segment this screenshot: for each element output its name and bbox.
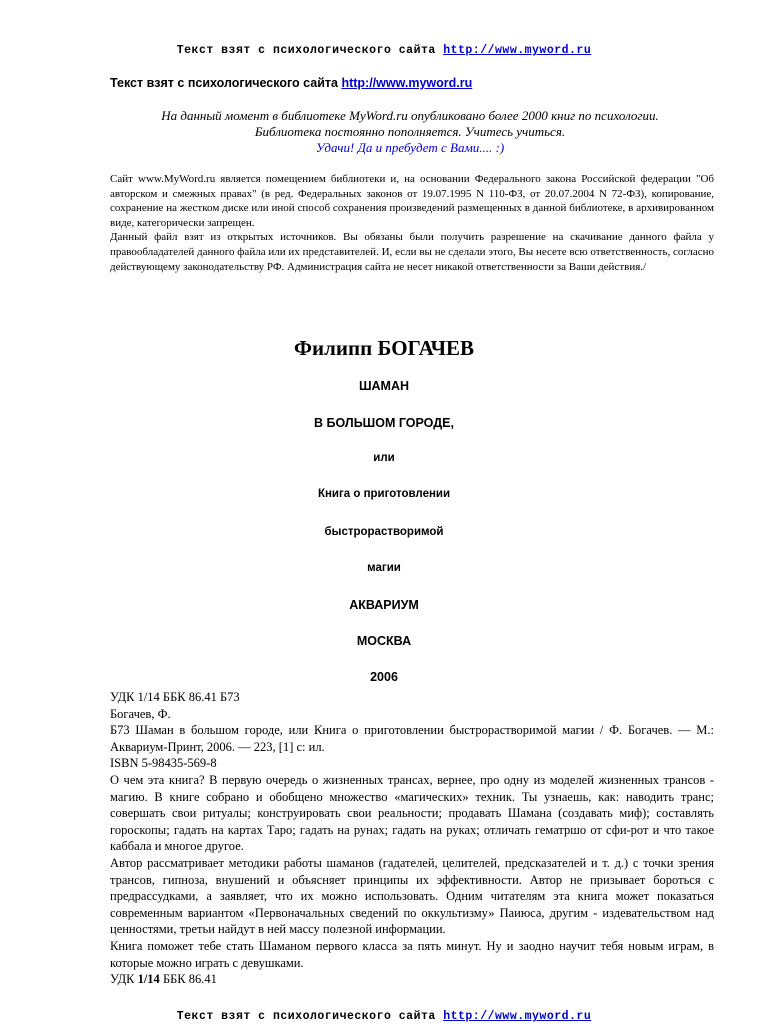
udk-code: 1/14 — [137, 972, 160, 987]
library-promo — [110, 108, 710, 156]
city: МОСКВА — [356, 634, 412, 648]
body-paragraph-2: Автор рассматривает методики работы шаманов (гадателей, целителей, предсказателей и т. д.) с точки зрения трансов, гипноза, внушений и объясняет принципы их эффективности. Автор не призывает бороться с предрассудками, а заявляет, что их можно использовать. Одним читателям эта книга может показаться современным вариантом «Первоначальных сведений по оккультизму» Паиюса, другим - издевательством над ценностями, третьи найдут в ней массу полезной информации. — [110, 855, 714, 937]
title-line-4: Книга о приготовлении — [317, 488, 451, 500]
bibliographic-text — [110, 689, 714, 988]
publisher: АКВАРИУМ — [349, 598, 419, 612]
year: 2006 — [370, 670, 398, 684]
body-paragraph-3: Книга поможет тебе стать Шаманом первого класса за пять минут. Ну и заодно научит тебя новым играм, в которые можно играть с девушками. — [110, 938, 714, 970]
udk-line-repeat — [110, 971, 714, 988]
footer-link[interactable]: http://www.myword.ru — [443, 1010, 592, 1023]
promo-line-3: Удачи! Да и пребудет с Вами.... :) — [315, 140, 505, 155]
citation: Б73 Шаман в большом городе, или Книга о приготовлении быстрорастворимой магии / Ф. Богачев. — М.: Аквариум-Принт, 2006. — 223, [1] с: ил. — [110, 723, 714, 754]
site-source-line — [110, 76, 472, 90]
page-header — [0, 44, 768, 57]
legal-notice — [110, 172, 714, 274]
legal-paragraph-2: Данный файл взят из открытых источников. Вы обязаны были получить разрешение на скачивание данного файла у правообладателей данного файла или их представителей. И, если вы не сделали этого, Вы несете всю ответственность, согласно действующему законодательству РФ. Администрация сайта не несет никакой ответственности за Ваши действия./ — [110, 231, 714, 273]
promo-line-1: На данный момент в библиотеке MyWord.ru опубликовано более 2000 книг по психологии. — [161, 108, 659, 123]
promo-line-2: Библиотека постоянно пополняется. Учитесь учиться. — [254, 124, 566, 139]
book-author: Филипп БОГАЧЕВ — [293, 336, 475, 360]
body-paragraph-1: О чем эта книга? В первую очередь о жизненных трансах, вернее, про одну из моделей жизненных трансов - магию. В книге собрано и обобщено множество «магических» техник. Ты узнаешь, как: наводить транс; совершать свои ритуалы; конструировать свои реальности; продавать Шамана (создавать миф); составлять гороскопы; гадать на картах Таро; гадать на рунах; гадать на руках; отличать гематршо от сфи-рот и что такое каббала и многое другое. — [110, 772, 714, 854]
udk-line: УДК 1/14 ББК 86.41 Б73 — [110, 690, 240, 704]
site-source-text: Текст взят с психологического сайта — [110, 76, 338, 90]
legal-paragraph-1: Сайт www.MyWord.ru является помещением библиотеки и, на основании Федерального закона Российской федерации "Об авторском и смежных правах" (в ред. Федеральных законов от 19.07.1995 N 110-ФЗ, от 20.07.2004 N 72-ФЗ), копирование, сохранение на жестком диске или иной способ сохранения произведений размещенных в данной библиотеке, в архивированном виде, категорически запрещен. — [110, 173, 714, 229]
header-link[interactable]: http://www.myword.ru — [443, 44, 592, 57]
title-line-3: или — [373, 452, 395, 464]
footer-text: Текст взят с психологического сайта — [176, 1010, 436, 1023]
title-line-2: В БОЛЬШОМ ГОРОДЕ, — [314, 416, 454, 430]
bbk-code: ББК 86.41 — [159, 972, 217, 987]
header-text: Текст взят с психологического сайта — [176, 44, 436, 57]
site-source-link[interactable]: http://www.myword.ru — [341, 76, 473, 90]
title-line-5: быстрорастворимой — [324, 526, 444, 538]
author-reference: Богачев, Ф. — [110, 706, 171, 721]
title-line-1: ШАМАН — [358, 379, 410, 393]
page-footer — [0, 1010, 768, 1023]
title-line-6: магии — [367, 562, 401, 574]
udk-label: УДК — [110, 972, 138, 987]
isbn: ISBN 5-98435-569-8 — [110, 756, 217, 771]
